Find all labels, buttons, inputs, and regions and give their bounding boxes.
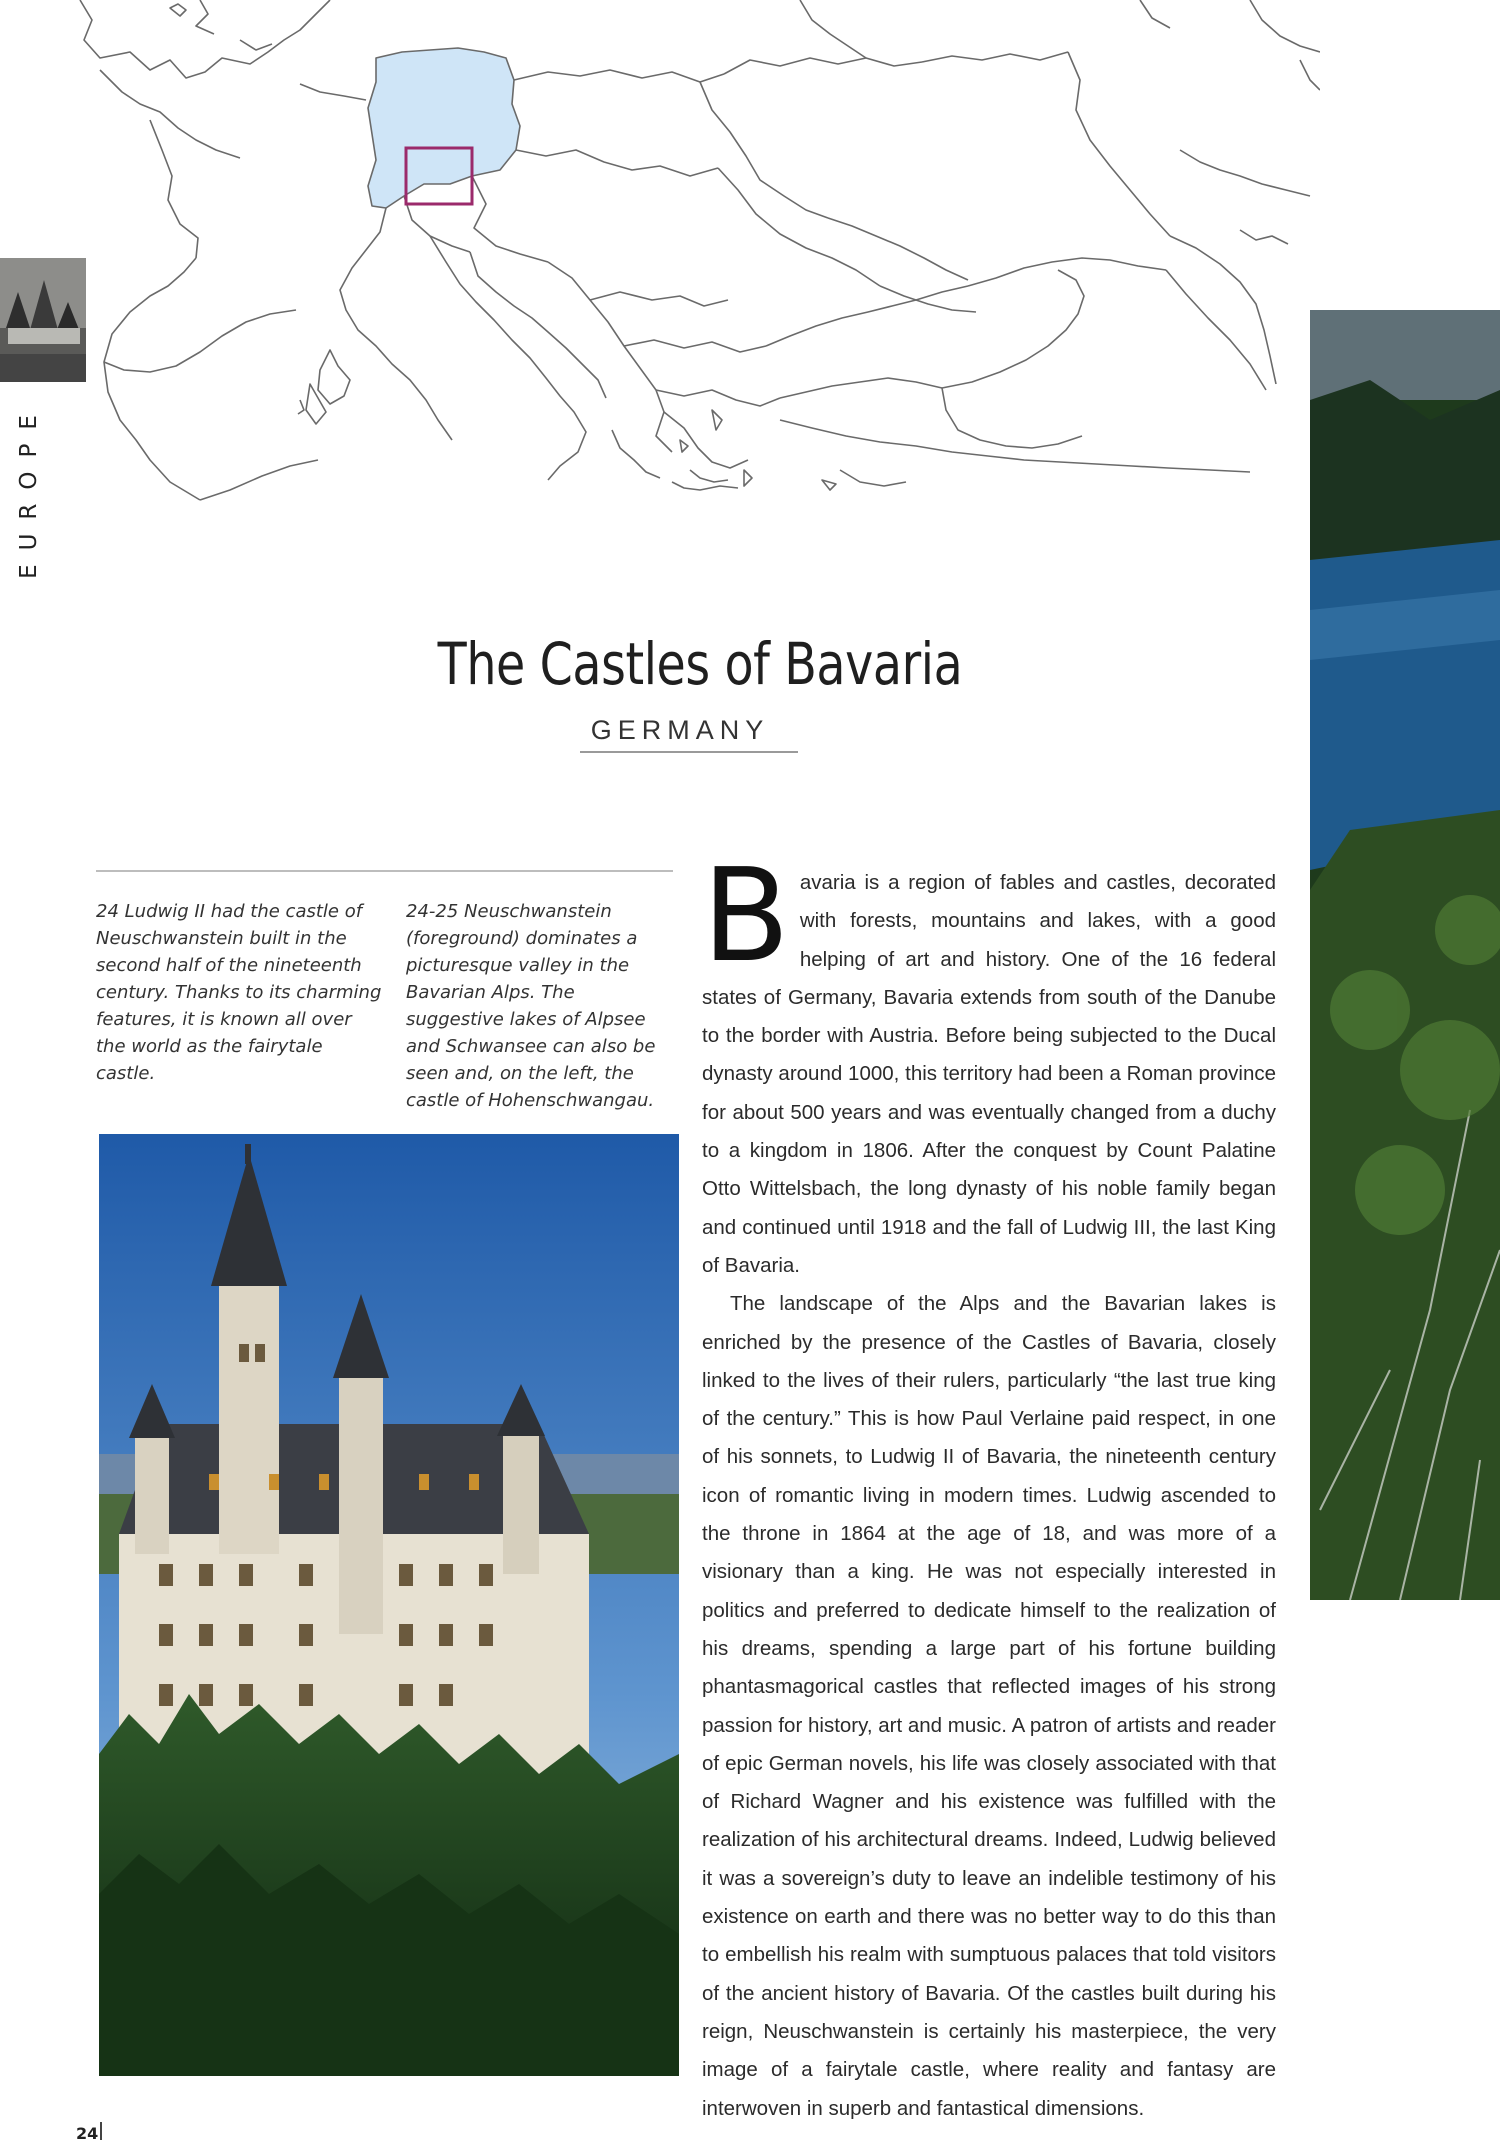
article-paragraph-2: The landscape of the Alps and the Bavarian lakes is enriched by the presence of the Castles of Bavaria, closely linked to the lives of their rulers, particularly “the last true king of the century.” This is how Paul Verlaine paid respect, in one of his sonnets, to Ludwig II of Bavaria, the nineteenth century icon of romantic living in modern times. Ludwig ascended to the throne in 1864 at the age of 18, and was more of a visionary than a king. He was not especially interested in politics and preferred to dedicate himself to the realization of his dreams, spending a large part of his fortune building phantasmagorical castles that reflected images of his strong passion for history, art and music. A patron of artists and reader of epic German novels, his life was closely associated with that of Richard Wagner and his existence was fulfilled with the realization of his architectural dreams. Indeed, Ludwig believed it was a sovereign’s duty to leave an indelible testimony of his existence on earth and there was no better way to do this than to embellish his realm with sumptuous palaces that told visitors of the ancient history of Bavaria. Of the castles built during his reign, Neuschwanstein is certainly his masterpiece, the very image of a fairytale castle, where reality and fantasy are interwoven in superb and fantastical dimensions. [702,1292,1276,2120]
article-paragraph-1: Bavaria is a region of fables and castles, decorated with forests, mountains and lakes, with a good helping of art and history. One of the 16 federal states of Germany, Bavaria extends from south of the Danube to the border with Austria. Before being subjected to the Ducal dynasty around 1000, this territory had been a Roman province for about 500 years and was eventually changed from a duchy to a kingdom in 1806. After the conquest by Count Palatine Otto Wittelsbach, the long dynasty of his noble family began and continued until 1918 and the fall of Ludwig III, the last King of Bavaria. [702,842,1276,1277]
neuschwanstein-castle-photo [99,1134,679,2076]
drop-cap: B [702,842,790,991]
caption-valley-photo: 24-25 Neuschwanstein (foreground) dominates a picturesque valley in the Bavarian Alps. The suggestive lakes of Alpsee and Schwansee can also be seen and, on the left, the castle of Hohenschwangau. [406,901,656,1111]
article-body [702,842,1276,2128]
europe-map [0,0,1320,510]
caption-divider [96,870,673,872]
subtitle-underline [580,751,798,753]
page-title: The Castles of Bavaria [437,630,963,698]
section-label: EUROPE [16,401,43,579]
page-number-divider [100,2122,102,2140]
caption-castle-photo: 24 Ludwig II had the castle of Neuschwanstein built in the second half of the nineteenth century. Thanks to its charming features, it is known all over the world as the fairytale castle. [96,901,382,1084]
alpine-lake-photo [1310,310,1500,1600]
page-subtitle: GERMANY [590,715,770,745]
page-number: 24 [76,2124,99,2143]
section-thumbnail-image [0,258,86,382]
